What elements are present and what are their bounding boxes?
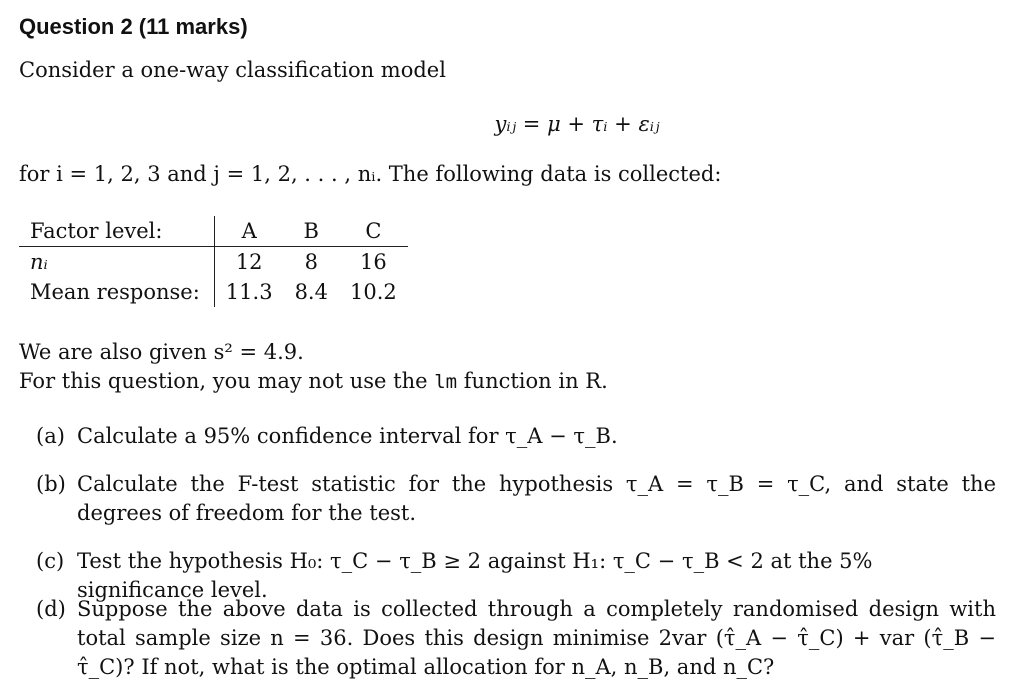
part-c-text: Test the hypothesis H₀: τ_C − τ_B ≥ 2 against H₁: τ_C − τ_B < 2 at the 5% significance level. — [77, 549, 873, 602]
part-a-text: Calculate a 95% confidence interval for τ_A − τ_B. — [77, 424, 618, 448]
table-header-label: Factor level: — [19, 216, 214, 247]
level-a: A — [214, 216, 283, 247]
table-cell: 8.4 — [294, 280, 328, 304]
restriction-note: For this question, you may not use the lm function in R. — [19, 369, 608, 393]
index-range-text: for i = 1, 2, 3 and j = 1, 2, . . . , nᵢ. The following data is collected: — [19, 162, 722, 186]
table-cell: 8 — [304, 250, 318, 274]
table-header-row — [19, 216, 408, 247]
part-d — [36, 595, 996, 682]
table-row — [19, 247, 408, 278]
part-b-text: Calculate the F-test statistic for the hypothesis τ_A = τ_B = τ_C, and state the degrees of freedom for the test. — [77, 472, 996, 525]
row-label-mean: Mean response: — [19, 277, 214, 307]
data-table — [19, 216, 408, 307]
given-variance-text: We are also given s² = 4.9. — [19, 340, 304, 364]
intro-text: Consider a one-way classification model — [19, 58, 446, 82]
part-c-marker: (c) — [36, 549, 65, 573]
part-d-marker: (d) — [36, 597, 66, 621]
lm-code: lm — [434, 371, 458, 393]
part-a-marker: (a) — [36, 424, 65, 448]
level-b: B — [284, 216, 339, 247]
level-c: C — [339, 216, 408, 247]
table-cell: 12 — [235, 250, 263, 274]
part-d-text: Suppose the above data is collected through a completely randomised design with total sample size n = 36. Does this design minimise 2var (τ̂_A − τ̂_C) + var (τ̂_B − τ̂_C)? If not, what is the optimal allocation for n_A, n_B, and n_C? — [77, 597, 996, 679]
table-cell: 16 — [359, 250, 387, 274]
row-label-n: nᵢ — [19, 247, 214, 278]
question-heading: Question 2 (11 marks) — [19, 14, 248, 39]
table-cell: 10.2 — [349, 280, 397, 304]
part-a — [36, 422, 996, 451]
model-equation-text: yᵢⱼ = μ + τᵢ + εᵢⱼ — [494, 112, 660, 136]
part-b-marker: (b) — [36, 472, 66, 496]
part-b — [36, 470, 996, 528]
model-equation — [0, 112, 1024, 136]
table-cell: 11.3 — [225, 280, 273, 304]
table-row — [19, 277, 408, 307]
